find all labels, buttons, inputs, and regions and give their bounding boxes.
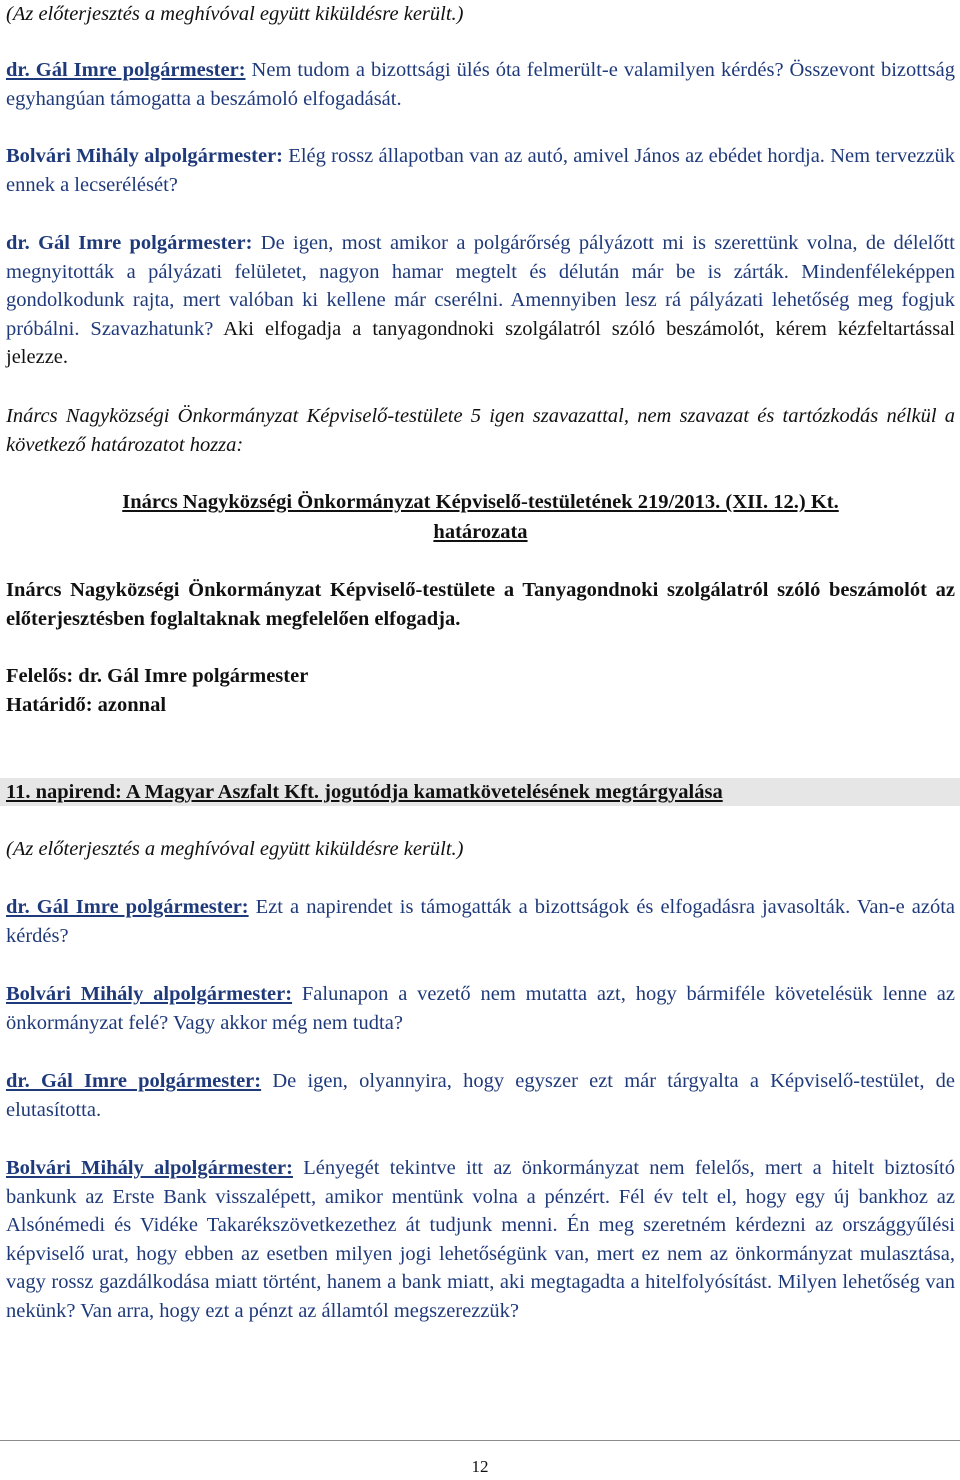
deadline-value: azonnal [92, 694, 167, 716]
intro-note-2: (Az előterjesztés a meghívóval együtt kiküldésre került.) [6, 838, 464, 860]
resolution-subtitle: határozata [433, 521, 528, 543]
responsible-label: Felelős: [6, 665, 74, 687]
speaker-mayor: dr. Gál Imre polgármester: [6, 1070, 262, 1092]
speech-text: Ezt a napirendet is támogatták a bizottságok és elfogadásra javasolták. Van-e azóta kérdés? [6, 896, 955, 947]
speaker-vicemayor: Bolvári Mihály alpolgármester: [6, 983, 293, 1005]
footer-divider [0, 1440, 960, 1441]
paragraph-mayor-1 [6, 56, 955, 113]
speaker-vicemayor: Bolvári Mihály alpolgármester: [6, 1157, 293, 1179]
speaker-mayor: dr. Gál Imre polgármester: [6, 232, 253, 254]
speaker-mayor: dr. Gál Imre polgármester: [6, 896, 249, 918]
paragraph-mayor-4 [6, 1067, 955, 1124]
speech-text: Falunapon a vezető nem mutatta azt, hogy bármiféle követelésük lenne az önkormányzat felé? Vagy akkor még nem tudta? [6, 983, 955, 1034]
paragraph-vicemayor-3 [6, 1154, 955, 1325]
deadline-label: Határidő: [6, 694, 93, 716]
speaker-vicemayor: Bolvári Mihály alpolgármester: [6, 145, 284, 167]
speech-text: De igen, olyannyira, hogy egyszer ezt már tárgyalta a Képviselő-testület, de elutasította. [6, 1070, 956, 1121]
resolution-responsible [6, 662, 955, 691]
speech-text: Elég rossz állapotban van az autó, amivel János az ebédet hordja. Nem tervezzük ennek a lecserélését? [6, 145, 955, 196]
speech-text: Nem tudom a bizottsági ülés óta felmerült-e valamilyen kérdés? Összevont bizottság egyhangúan támogatta a beszámoló elfogadását. [6, 59, 955, 110]
paragraph-vicemayor-2 [6, 980, 955, 1037]
responsible-value: dr. Gál Imre polgármester [73, 665, 309, 687]
paragraph-mayor-2 [6, 229, 955, 372]
speech-text-vote-call: Aki elfogadja a tanyagondnoki szolgálatról szóló beszámolót, kérem kézfeltartással jelezze. [6, 317, 956, 368]
paragraph-mayor-3 [6, 893, 955, 950]
agenda-item-11: 11. napirend: A Magyar Aszfalt Kft. jogutódja kamatkövetelésének megtárgyalása [6, 781, 723, 803]
resolution-body: Inárcs Nagyközségi Önkormányzat Képviselő-testülete a Tanyagondnoki szolgálatról szóló beszámolót az előterjesztésben foglaltaknak megfelelően elfogadja. [6, 579, 955, 630]
speech-text: De igen, most amikor a polgárőrség pályázott mi is szerettünk volna, de délelőtt megnyitották a pályázati felületet, nagyon hamar megtelt és délután már be is zárták. Mindenféleképpen gondolkodunk rajta, mert valóban ki kellene már cserélni. Amennyiben lesz rá pályázati lehetőség meg fogjuk próbálni. Szavazhatunk? [6, 232, 956, 340]
page-number: 12 [471, 1457, 489, 1476]
intro-note: (Az előterjesztés a meghívóval együtt kiküldésre került.) [6, 3, 464, 25]
resolution-deadline [6, 691, 955, 720]
paragraph-vicemayor-1 [6, 142, 955, 199]
vote-result: Inárcs Nagyközségi Önkormányzat Képviselő-testülete 5 igen szavazattal, nem szavazat és tartózkodás nélkül a következő határozatot hozza: [6, 405, 955, 456]
speaker-mayor: dr. Gál Imre polgármester: [6, 59, 246, 81]
speech-text: Lényegét tekintve itt az önkormányzat nem felelős, mert a hitelt biztosító bankunk az Erste Bank visszalépett, amikor mentünk volna a pénzért. Fél év telt el, hogy egy új bankhoz az Alsónémedi és Vidéke Takarékszövetkezethez át tudjunk menni. Én meg szeretném kérdezni az országgyűlési képviselő urat, hogy ebben az esetben milyen jogi lehetőségünk van, mert ez nem az önkormányzat mulasztása, vagy rossz gazdálkodása miatt történt, hanem a bank miatt, aki megtagadta a hitelfolyósítást. Milyen lehetőség van nekünk? Van arra, hogy ezt a pénzt az államtól megszerezzük? [6, 1157, 955, 1322]
resolution-title: Inárcs Nagyközségi Önkormányzat Képviselő-testületének 219/2013. (XII. 12.) Kt. [122, 491, 839, 513]
